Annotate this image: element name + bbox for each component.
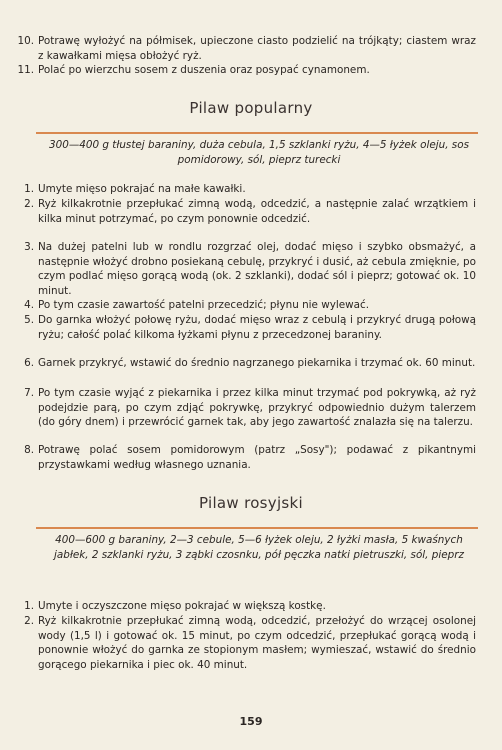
list-item — [24, 240, 476, 298]
list-item — [24, 197, 476, 226]
step-text: Umyte i oczyszczone mięso pokrajać w większą kostkę. — [38, 600, 326, 612]
step-text: Po tym czasie zawartość patelni przecedzić; płynu nie wylewać. — [38, 299, 370, 311]
step-text: Na dużej patelni lub w rondlu rozgrzać olej, dodać mięso i szybko obsmażyć, a następnie włożyć drobno posiekaną cebulę, przykryć i dusić, aż cebula zmięknie, po czym podlać mięso gorącą wodą (ok. 2 szklanki), dodać sól i pieprz; gotować ok. 10 minut. — [38, 241, 476, 297]
recipe-title: Pilaw rosyjski — [198, 494, 304, 512]
list-item — [24, 599, 476, 614]
step-number: 4. — [24, 299, 34, 311]
step-text: Ryż kilkakrotnie przepłukać zimną wodą, odcedzić, przełożyć do wrzącej osolonej wody (1,5 l) i gotować ok. 15 minut, po czym odcedzić, przepłukać gorącą wodą i ponownie włożyć do garnka ze stopionym masłem; wymieszać, wstawić do średnio gorącego piekarnika i piec ok. 40 minut. — [38, 615, 476, 671]
step-text: Potrawę wyłożyć na półmisek, upieczone ciasto podzielić na trójkąty; ciastem wraz z kawałkami mięsa obłożyć ryż. — [38, 35, 476, 62]
step-number: 2. — [24, 198, 34, 210]
ingredients-list: 300—400 g tłustej baraniny, duża cebula, 1,5 szklanki ryżu, 4—5 łyżek oleju, sos pomidorowy, sól, pieprz turecki — [49, 139, 469, 166]
step-number: 8. — [24, 444, 34, 456]
step-text: Ryż kilkakrotnie przepłukać zimną wodą, odcedzić, a następnie zalać wrzątkiem i kilka minut potrzymać, po czym ponownie odcedzić. — [38, 198, 476, 225]
step-number: 1. — [24, 183, 34, 195]
list-item — [24, 298, 476, 313]
step-number: 6. — [24, 357, 34, 369]
step-number: 11. — [17, 64, 34, 76]
list-item — [24, 182, 476, 197]
step-text: Polać po wierzchu sosem z duszenia oraz posypać cynamonem. — [38, 64, 370, 76]
list-item — [17, 63, 476, 78]
list-item — [24, 614, 476, 672]
list-item — [24, 443, 476, 472]
step-text: Potrawę polać sosem pomidorowym (patrz „Sosy"); podawać z pikantnymi przystawkami według własnego uznania. — [38, 444, 476, 471]
divider — [36, 527, 478, 529]
step-text: Po tym czasie wyjąć z piekarnika i przez kilka minut trzymać pod pokrywką, aż ryż podejdzie parą, po czym zdjąć pokrywkę, przykryć odpowiednio dużym talerzem (do góry dnem) i przewrócić garnek tak, aby jego zawartość znalazła się na talerzu. — [38, 387, 476, 429]
list-item — [17, 34, 476, 63]
recipe-title: Pilaw popularny — [189, 99, 313, 117]
step-number: 7. — [24, 387, 34, 399]
step-number: 1. — [24, 600, 34, 612]
list-item — [24, 356, 476, 371]
list-item — [24, 386, 476, 430]
step-number: 3. — [24, 241, 34, 253]
ingredients-list: 400—600 g baraniny, 2—3 cebule, 5—6 łyżek oleju, 2 łyżki masła, 5 kwaśnych jabłek, 2 szklanki ryżu, 3 ząbki czosnku, pół pęczka natki pietruszki, sól, pieprz — [54, 534, 464, 561]
step-text: Garnek przykryć, wstawić do średnio nagrzanego piekarnika i trzymać ok. 60 minut. — [38, 357, 476, 369]
step-number: 2. — [24, 615, 34, 627]
step-text: Do garnka włożyć połowę ryżu, dodać mięso wraz z cebulą i przykryć drugą połową ryżu; całość polać kilkoma łyżkami płynu z przecedzonej baraniny. — [38, 314, 476, 341]
step-text: Umyte mięso pokrajać na małe kawałki. — [38, 183, 246, 195]
page-number: 159 — [239, 715, 263, 728]
step-number: 5. — [24, 314, 34, 326]
list-item — [24, 313, 476, 342]
divider — [36, 132, 478, 134]
step-number: 10. — [17, 35, 34, 47]
